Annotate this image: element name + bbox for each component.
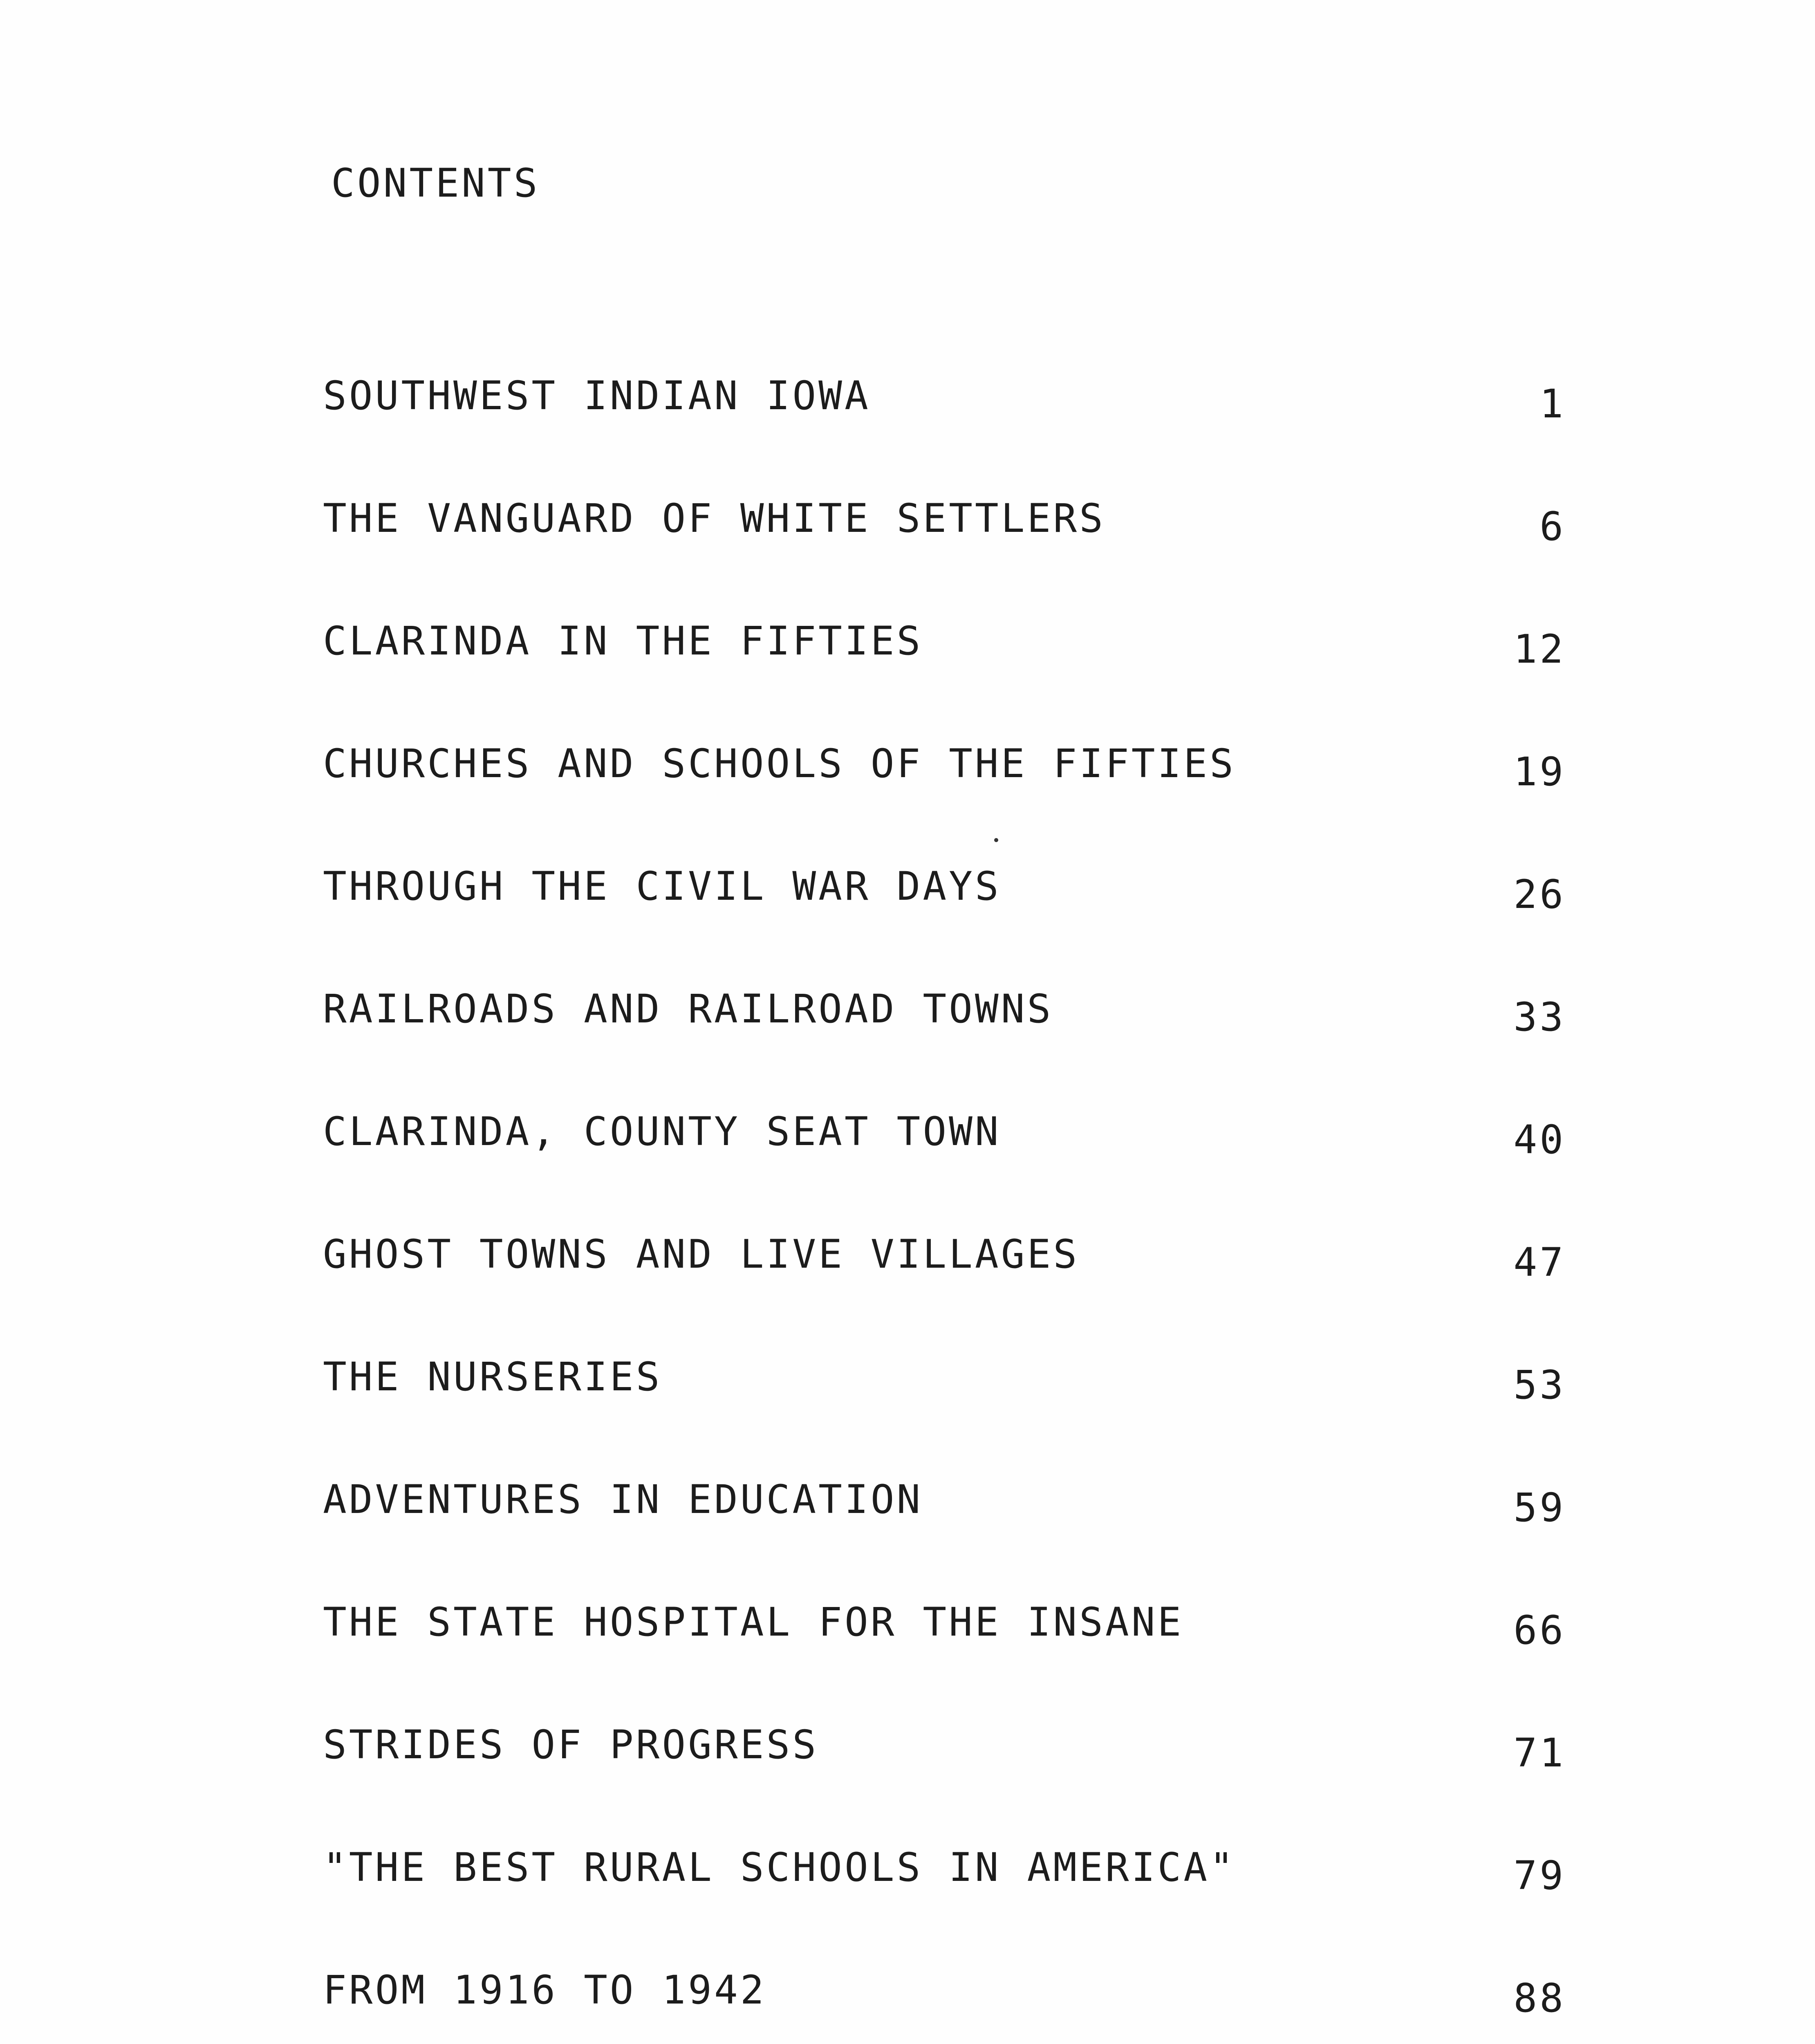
contents-heading: CONTENTS (331, 160, 540, 206)
toc-entry-page: 59 (1513, 1485, 1566, 1531)
toc-entry-page: 6 (1539, 504, 1566, 549)
toc-entry-page: 47 (1513, 1239, 1566, 1285)
toc-entry (323, 736, 1566, 858)
toc-entry (323, 858, 1566, 981)
toc-entry (323, 613, 1566, 736)
toc-entry-title: THE NURSERIES (323, 1354, 662, 1400)
toc-entry-title: THE STATE HOSPITAL FOR THE INSANE (323, 1599, 1184, 1645)
toc-entry-page: 66 (1513, 1607, 1566, 1653)
toc-entry (323, 1104, 1566, 1226)
toc-entry (323, 1349, 1566, 1472)
toc-entry (323, 1962, 1566, 2044)
toc-entry-page: 53 (1513, 1362, 1566, 1408)
toc-entry-title: CLARINDA, COUNTY SEAT TOWN (323, 1109, 1001, 1154)
toc-entry-title: GHOST TOWNS AND LIVE VILLAGES (323, 1231, 1080, 1277)
toc-entry-title: STRIDES OF PROGRESS (323, 1722, 819, 1768)
toc-entry (323, 1594, 1566, 1717)
toc-entry (323, 1717, 1566, 1840)
toc-entry-title: "THE BEST RURAL SCHOOLS IN AMERICA" (323, 1845, 1236, 1890)
toc-entry (323, 368, 1566, 491)
toc-entry-page: 33 (1513, 994, 1566, 1040)
toc-entry-title: THE VANGUARD OF WHITE SETTLERS (323, 495, 1105, 541)
toc-entry-page: 71 (1513, 1730, 1566, 1776)
toc-entry (323, 981, 1566, 1104)
table-of-contents (323, 368, 1566, 2044)
toc-entry-title: CLARINDA IN THE FIFTIES (323, 618, 923, 664)
toc-entry-page: 1 (1539, 381, 1566, 427)
toc-entry-page: 26 (1513, 872, 1566, 917)
toc-entry-title: SOUTHWEST INDIAN IOWA (323, 373, 871, 419)
toc-entry (323, 1226, 1566, 1349)
toc-entry-page: 12 (1513, 626, 1566, 672)
toc-entry (323, 1472, 1566, 1594)
toc-entry (323, 491, 1566, 613)
toc-entry-title: ADVENTURES IN EDUCATION (323, 1477, 923, 1522)
toc-entry-page: 79 (1513, 1853, 1566, 1898)
toc-entry-title: THROUGH THE CIVIL WAR DAYS (323, 863, 1001, 909)
paper-speck (994, 838, 998, 842)
toc-entry-page: 19 (1513, 749, 1566, 795)
toc-entry-title: FROM 1916 TO 1942 (323, 1967, 766, 2013)
toc-entry-page: 88 (1513, 1975, 1566, 2021)
toc-entry-title: RAILROADS AND RAILROAD TOWNS (323, 986, 1053, 1032)
toc-entry-page: 40 (1513, 1117, 1566, 1163)
toc-entry (323, 1840, 1566, 1962)
toc-entry-title: CHURCHES AND SCHOOLS OF THE FIFTIES (323, 741, 1236, 787)
